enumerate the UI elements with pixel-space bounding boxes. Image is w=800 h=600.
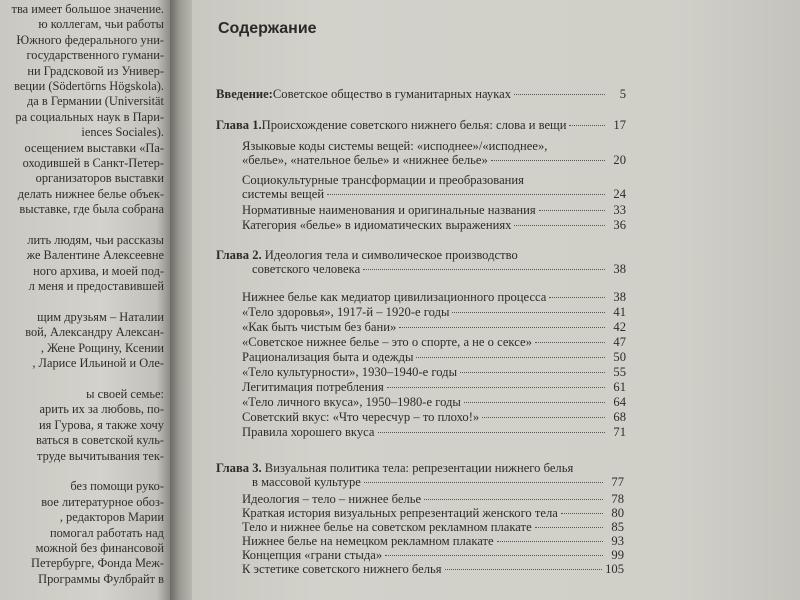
toc-page-number: 24 xyxy=(613,187,626,201)
toc-entry-text: советского человека xyxy=(252,262,361,276)
toc-entry-text: Визуальная политика тела: репрезентации нижнего белья xyxy=(261,461,574,475)
toc-page-number: 55 xyxy=(613,365,626,379)
left-page-line: лить людям, чьи рассказы xyxy=(27,233,164,247)
toc-entry xyxy=(242,562,624,576)
left-page-line: тва имеет большое значение. xyxy=(11,2,164,16)
toc-entry-continuation xyxy=(242,153,626,167)
left-page-line: ю коллегам, чьи работы xyxy=(38,17,164,32)
left-page-line: делать нижнее белье объек- xyxy=(17,186,164,201)
toc-page-number: 38 xyxy=(613,262,626,276)
left-page-line: труде вычитывания тек- xyxy=(37,448,164,463)
toc-leader-dots xyxy=(514,225,605,226)
toc-leader-dots xyxy=(385,555,603,556)
toc-entry xyxy=(242,395,626,409)
toc-entry xyxy=(216,118,626,132)
toc-page-number: 80 xyxy=(611,506,624,520)
toc-leader-dots xyxy=(535,527,603,528)
left-page-line: государственного гумани- xyxy=(26,48,164,63)
toc-chapter-label: Глава 1. xyxy=(216,118,262,132)
toc-leader-dots xyxy=(482,417,605,418)
left-page-line: вой, Александру Алексан- xyxy=(25,325,164,340)
toc-entry-text: системы вещей xyxy=(242,187,325,201)
left-page-line: оходившей в Санкт-Петер- xyxy=(22,156,164,170)
toc-page-number: 61 xyxy=(613,380,626,394)
left-page-line: ы своей семье: xyxy=(86,387,164,401)
toc-leader-dots xyxy=(464,402,605,403)
toc-page-number: 20 xyxy=(613,153,626,167)
left-page-line: ваться в советской куль- xyxy=(36,433,164,448)
toc-entry-text: Краткая история визуальных репрезентаций женского тела xyxy=(242,506,558,520)
left-page-line: осещением выставки «Па- xyxy=(24,140,164,155)
toc-page-number: 68 xyxy=(613,410,626,424)
toc-leader-dots xyxy=(327,194,605,195)
toc-page-number: 47 xyxy=(613,335,626,349)
toc-leader-dots xyxy=(549,297,605,298)
left-page-line: Программы Фулбрайт в xyxy=(38,571,164,586)
left-page-line: помогал работать над xyxy=(50,525,164,540)
toc-entry xyxy=(242,380,626,394)
toc-entry-text: «Как быть чистым без бани» xyxy=(242,320,397,334)
toc-entry xyxy=(242,350,626,364)
toc-entry xyxy=(242,492,624,506)
toc-entry-text: Нижнее белье как медиатор цивилизационного процесса xyxy=(242,290,547,304)
toc-entry xyxy=(242,218,626,232)
left-page-line: Южного федерального уни- xyxy=(16,32,164,47)
toc-entry-text: «Тело здоровья», 1917-й – 1920-е годы xyxy=(242,305,450,319)
book-gutter xyxy=(170,0,194,600)
left-page-line: выставке, где была собрана xyxy=(19,202,164,217)
toc-page-number: 5 xyxy=(619,87,626,101)
toc-entry-text: в массовой культуре xyxy=(252,475,361,489)
left-page-line: Петербурге, Фонда Меж- xyxy=(31,556,164,571)
toc-entry xyxy=(242,139,547,153)
left-page-line: , Жене Рощину, Ксении xyxy=(40,340,164,355)
left-page-line: iences Sociales). xyxy=(81,125,164,140)
toc-entry-text: Правила хорошего вкуса xyxy=(242,425,375,439)
toc-entry-text: Советский вкус: «Что чересчур – то плохо!» xyxy=(242,410,480,424)
toc-leader-dots xyxy=(539,210,605,211)
toc-entry-text: К эстетике советского нижнего белья xyxy=(242,562,442,576)
left-page-line: ни Градсковой из Универ- xyxy=(27,63,164,78)
toc-leader-dots xyxy=(445,569,603,570)
left-page-line: веции (Södertörns Högskola). xyxy=(14,79,164,93)
toc-entry-continuation xyxy=(252,262,626,276)
toc-entry-text: Концепция «грани стыда» xyxy=(242,548,383,562)
left-page-line: можной без финансовой xyxy=(35,541,164,555)
toc-leader-dots xyxy=(363,269,605,270)
left-page-line: ия Гурова, я также хочу xyxy=(39,417,164,432)
toc-leader-dots xyxy=(452,312,605,313)
left-page xyxy=(0,0,170,600)
toc-entry-text: Социокультурные трансформации и преобразования xyxy=(242,173,524,187)
toc-entry xyxy=(242,335,626,349)
toc-entry xyxy=(242,534,624,548)
toc-page-number: 93 xyxy=(611,534,624,548)
toc-entry-text: Категория «белье» в идиоматических выражениях xyxy=(242,218,512,232)
toc-entry xyxy=(242,425,626,439)
toc-leader-dots xyxy=(387,387,605,388)
toc-leader-dots xyxy=(364,482,603,483)
left-page-line: же Валентине Алексеевне xyxy=(26,248,164,263)
toc-entry-text: Легитимация потребления xyxy=(242,380,384,394)
toc-page-number: 85 xyxy=(611,520,624,534)
toc-entry xyxy=(242,203,626,217)
left-page-line: ного архива, и моей под- xyxy=(33,263,164,278)
toc-leader-dots xyxy=(497,541,603,542)
toc-entry xyxy=(242,305,626,319)
toc-leader-dots xyxy=(378,432,606,433)
toc-page-number: 17 xyxy=(613,118,626,132)
toc-page-number: 105 xyxy=(605,562,624,576)
toc-page-number: 36 xyxy=(613,218,626,232)
toc-entry xyxy=(242,520,624,534)
toc-entry-text: Нижнее белье на немецком рекламном плакате xyxy=(242,534,494,548)
toc-entry-text: «Тело личного вкуса», 1950–1980-е годы xyxy=(242,395,461,409)
toc-entry xyxy=(242,365,626,379)
toc-leader-dots xyxy=(399,327,605,328)
toc-leader-dots xyxy=(460,372,605,373)
toc-entry xyxy=(242,410,626,424)
toc-page-number: 41 xyxy=(613,305,626,319)
left-page-line: да в Германии (Universität xyxy=(26,94,164,109)
toc-entry-text: Тело и нижнее белье на советском рекламном плакате xyxy=(242,520,532,534)
toc-page-number: 33 xyxy=(613,203,626,217)
toc-leader-dots xyxy=(535,342,605,343)
left-page-line: вое литературное обоз- xyxy=(41,494,164,509)
toc-leader-dots xyxy=(561,513,603,514)
toc-entry xyxy=(216,461,573,475)
toc-entry-text: Рационализация быта и одежды xyxy=(242,350,414,364)
left-page-line: , редакторов Марии xyxy=(59,510,164,525)
toc-page-number: 50 xyxy=(613,350,626,364)
toc-chapter-label: Глава 2. xyxy=(216,248,262,262)
page-title: Содержание xyxy=(218,20,317,37)
toc-entry xyxy=(242,173,524,187)
toc-page-number: 42 xyxy=(613,320,626,334)
toc-leader-dots xyxy=(491,160,605,161)
toc-entry xyxy=(216,87,626,101)
left-page-line: щим друзьям – Наталии xyxy=(37,310,164,324)
toc-entry-text: «Советское нижнее белье – это о спорте, а не о сексе» xyxy=(242,335,532,349)
left-page-line: , Ларисе Ильиной и Оле- xyxy=(32,356,164,371)
toc-page-number: 99 xyxy=(611,548,624,562)
toc-entry-text: «белье», «нательное белье» и «нижнее белье» xyxy=(242,153,488,167)
toc-leader-dots xyxy=(416,357,605,358)
left-page-line: ра социальных наук в Пари- xyxy=(15,109,164,124)
toc-entry-text: Происхождение советского нижнего белья: слова и вещи xyxy=(261,118,567,132)
left-page-line: без помощи руко- xyxy=(70,479,164,494)
left-page-line: арить их за любовь, по- xyxy=(39,402,164,417)
toc-page-number: 64 xyxy=(613,395,626,409)
toc-leader-dots xyxy=(569,125,605,126)
toc-page-number: 71 xyxy=(613,425,626,439)
toc-page-number: 78 xyxy=(611,492,624,506)
toc-entry xyxy=(242,506,624,520)
toc-entry-text: Языковые коды системы вещей: «исподнее»/«исподнее», xyxy=(242,139,548,153)
toc-leader-dots xyxy=(424,499,603,500)
left-page-line: организаторов выставки xyxy=(35,171,164,186)
toc-entry xyxy=(242,548,624,562)
toc-entry-continuation xyxy=(242,187,626,201)
toc-entry-continuation xyxy=(252,475,624,489)
toc-entry-text: «Тело культурности», 1930–1940-е годы xyxy=(242,365,458,379)
toc-entry xyxy=(242,320,626,334)
toc-page-number: 38 xyxy=(613,290,626,304)
toc-entry-text: Идеология – тело – нижнее белье xyxy=(242,492,422,506)
toc-leader-dots xyxy=(514,94,605,95)
toc-entry-text: Идеология тела и символическое производство xyxy=(261,248,518,262)
toc-chapter-label: Глава 3. xyxy=(216,461,262,475)
toc-chapter-label: Введение: xyxy=(216,87,273,101)
toc-entry-text: Нормативные наименования и оригинальные названия xyxy=(242,203,536,217)
left-page-line: л меня и предоставившей xyxy=(28,279,164,294)
toc-entry xyxy=(216,248,518,262)
toc-entry xyxy=(242,290,626,304)
right-page xyxy=(192,0,800,600)
toc-entry-text: Советское общество в гуманитарных науках xyxy=(272,87,512,101)
toc-page-number: 77 xyxy=(611,475,624,489)
